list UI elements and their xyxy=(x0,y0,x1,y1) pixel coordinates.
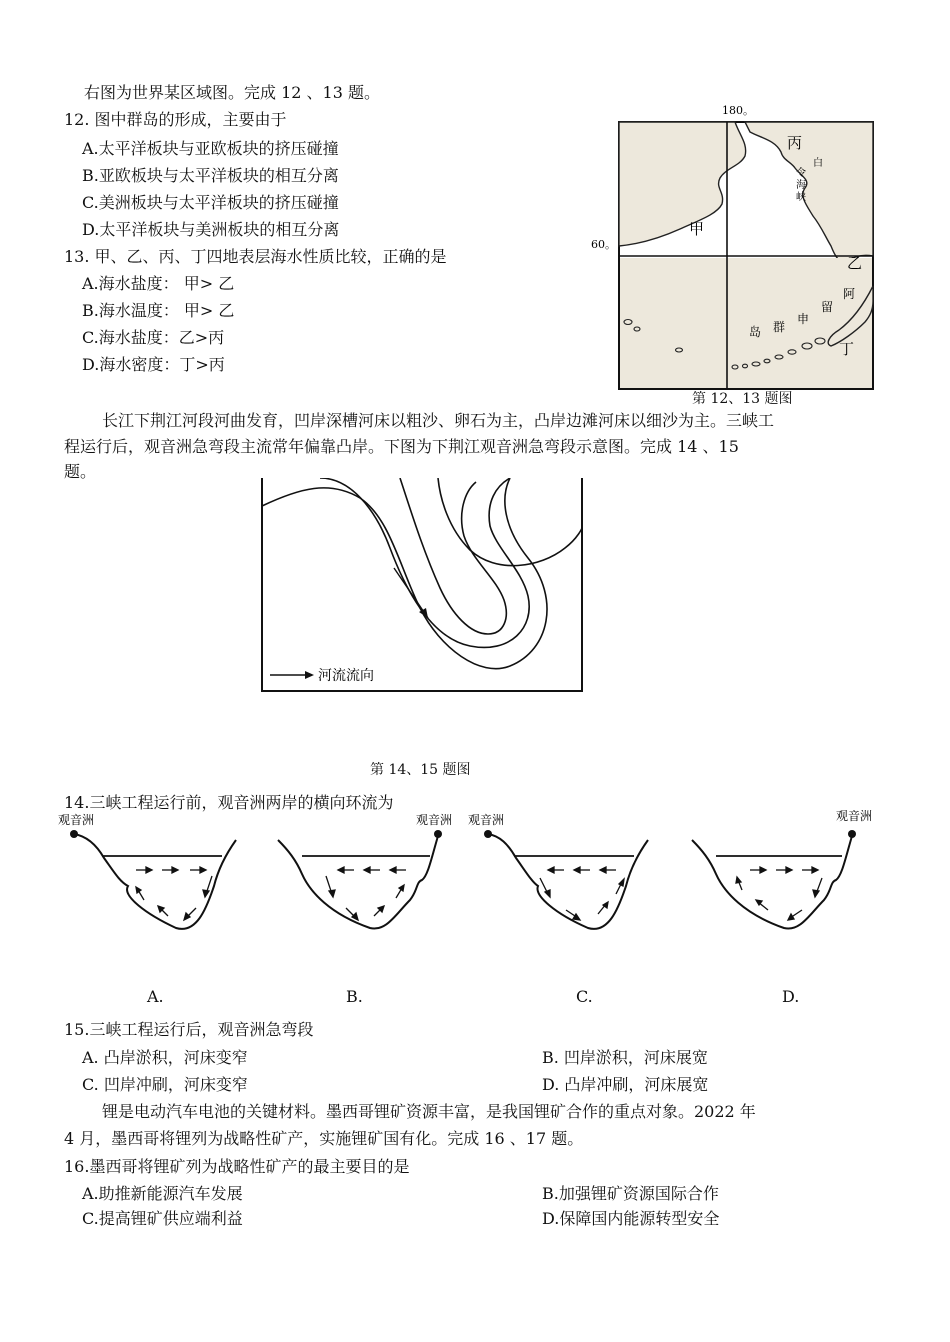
guanyinzhou-label: 观音洲 xyxy=(58,813,95,827)
lower-land xyxy=(620,258,872,388)
circulation-arrows xyxy=(540,867,624,920)
label-bing: 丙 xyxy=(787,134,803,152)
q14-option-b: B. xyxy=(346,987,363,1006)
intro-14-15-line-2: 程运行后，观音洲急弯段主流常年偏靠凸岸。下图为下荆江观音洲急弯段示意图。完成 14 、15 xyxy=(64,437,739,456)
q16-stem: 16.墨西哥将锂矿列为战略性矿产的最主要目的是 xyxy=(64,1157,410,1176)
map-latitude-label: 60。 xyxy=(591,238,616,251)
intro-16-17-line-1: 锂是电动汽车电池的关键材料。墨西哥锂矿资源丰富，是我国锂矿合作的重点对象。2022 年 xyxy=(102,1102,756,1121)
intro-14-15-line-1: 长江下荆江河段河曲发育，凹岸深槽河床以粗沙、卵石为主，凸岸边滩河床以细沙为主。三峡工 xyxy=(102,411,775,430)
channel-bank xyxy=(692,836,852,929)
q15-option-d: D. 凸岸冲刷，河床展宽 xyxy=(542,1075,709,1094)
river-bend-figure xyxy=(260,478,586,694)
q16-option-d: D.保障国内能源转型安全 xyxy=(542,1209,720,1228)
q16-option-b: B.加强锂矿资源国际合作 xyxy=(542,1184,719,1203)
cross-section-c xyxy=(466,810,666,940)
guanyinzhou-label: 观音洲 xyxy=(836,810,873,823)
label-jia: 甲 xyxy=(689,220,705,238)
intro-16-17-line-2: 4 月，墨西哥将锂列为战略性矿产，实施锂矿国有化。完成 16 、17 题。 xyxy=(64,1129,584,1148)
q13-option-b: B.海水温度： 甲> 乙 xyxy=(82,301,235,320)
flow-arrow-in-river xyxy=(394,568,428,618)
river-banks xyxy=(262,478,582,669)
island-char-3: 申 xyxy=(797,312,810,326)
q15-stem: 15.三峡工程运行后，观音洲急弯段 xyxy=(64,1020,314,1039)
label-ding: 丁 xyxy=(839,340,855,358)
cross-section-d xyxy=(684,810,884,940)
intro-14-15-line-3: 题。 xyxy=(64,462,97,481)
q14-option-c: C. xyxy=(576,987,593,1006)
q12-stem: 12. 图中群岛的形成，主要由于 xyxy=(64,110,287,129)
island-char-2: 留 xyxy=(821,300,834,314)
cross-section-b xyxy=(270,810,470,940)
q15-option-c: C. 凹岸冲刷，河床变窄 xyxy=(82,1075,248,1094)
q12-option-c: C.美洲板块与太平洋板块的挤压碰撞 xyxy=(82,193,339,212)
q12-option-a: A.太平洋板块与亚欧板块的挤压碰撞 xyxy=(82,139,339,158)
guanyinzhou-label: 观音洲 xyxy=(416,813,453,827)
q15-option-b: B. 凹岸淤积，河床展宽 xyxy=(542,1048,708,1067)
q14-option-a: A. xyxy=(147,987,164,1006)
strait-char-3: 海 xyxy=(796,180,806,191)
circulation-arrows xyxy=(736,867,822,920)
region-map xyxy=(585,96,885,408)
strait-char-2: 令 xyxy=(796,168,806,179)
q12-option-b: B.亚欧板块与太平洋板块的相互分离 xyxy=(82,166,339,185)
q12-option-d: D.太平洋板块与美洲板块的相互分离 xyxy=(82,220,340,239)
q13-option-c: C.海水盐度：乙>丙 xyxy=(82,328,225,347)
q13-option-d: D.海水密度：丁>丙 xyxy=(82,355,225,374)
island-char-4: 群 xyxy=(773,320,786,334)
island-char-1: 阿 xyxy=(843,287,856,301)
intro-12-13: 右图为世界某区域图。完成 12 、13 题。 xyxy=(84,83,380,102)
river-frame xyxy=(262,478,582,691)
channel-bank xyxy=(74,834,236,929)
q14-option-d: D. xyxy=(782,987,800,1006)
q15-option-a: A. 凸岸淤积，河床变窄 xyxy=(82,1048,248,1067)
map-longitude-label: 180。 xyxy=(722,104,754,117)
guanyinzhou-label: 观音洲 xyxy=(468,813,505,827)
label-yi: 乙 xyxy=(847,254,863,272)
q16-option-c: C.提高锂矿供应端利益 xyxy=(82,1209,243,1228)
q16-option-a: A.助推新能源汽车发展 xyxy=(82,1184,243,1203)
channel-bank xyxy=(278,836,438,929)
island-char-5: 岛 xyxy=(749,325,762,339)
q14-stem: 14.三峡工程运行前，观音洲两岸的横向环流为 xyxy=(64,793,394,812)
strait-char-1: 白 xyxy=(813,158,823,169)
legend-label: 河流流向 xyxy=(318,668,374,684)
legend-arrow xyxy=(270,671,314,679)
q13-stem: 13. 甲、乙、丙、丁四地表层海水性质比较，正确的是 xyxy=(64,247,447,266)
river-caption: 第 14、15 题图 xyxy=(370,762,471,778)
cross-section-a xyxy=(56,810,246,940)
map-caption: 第 12、13 题图 xyxy=(692,391,793,407)
q13-option-a: A.海水盐度： 甲> 乙 xyxy=(82,274,235,293)
strait-char-4: 峡 xyxy=(796,192,806,203)
